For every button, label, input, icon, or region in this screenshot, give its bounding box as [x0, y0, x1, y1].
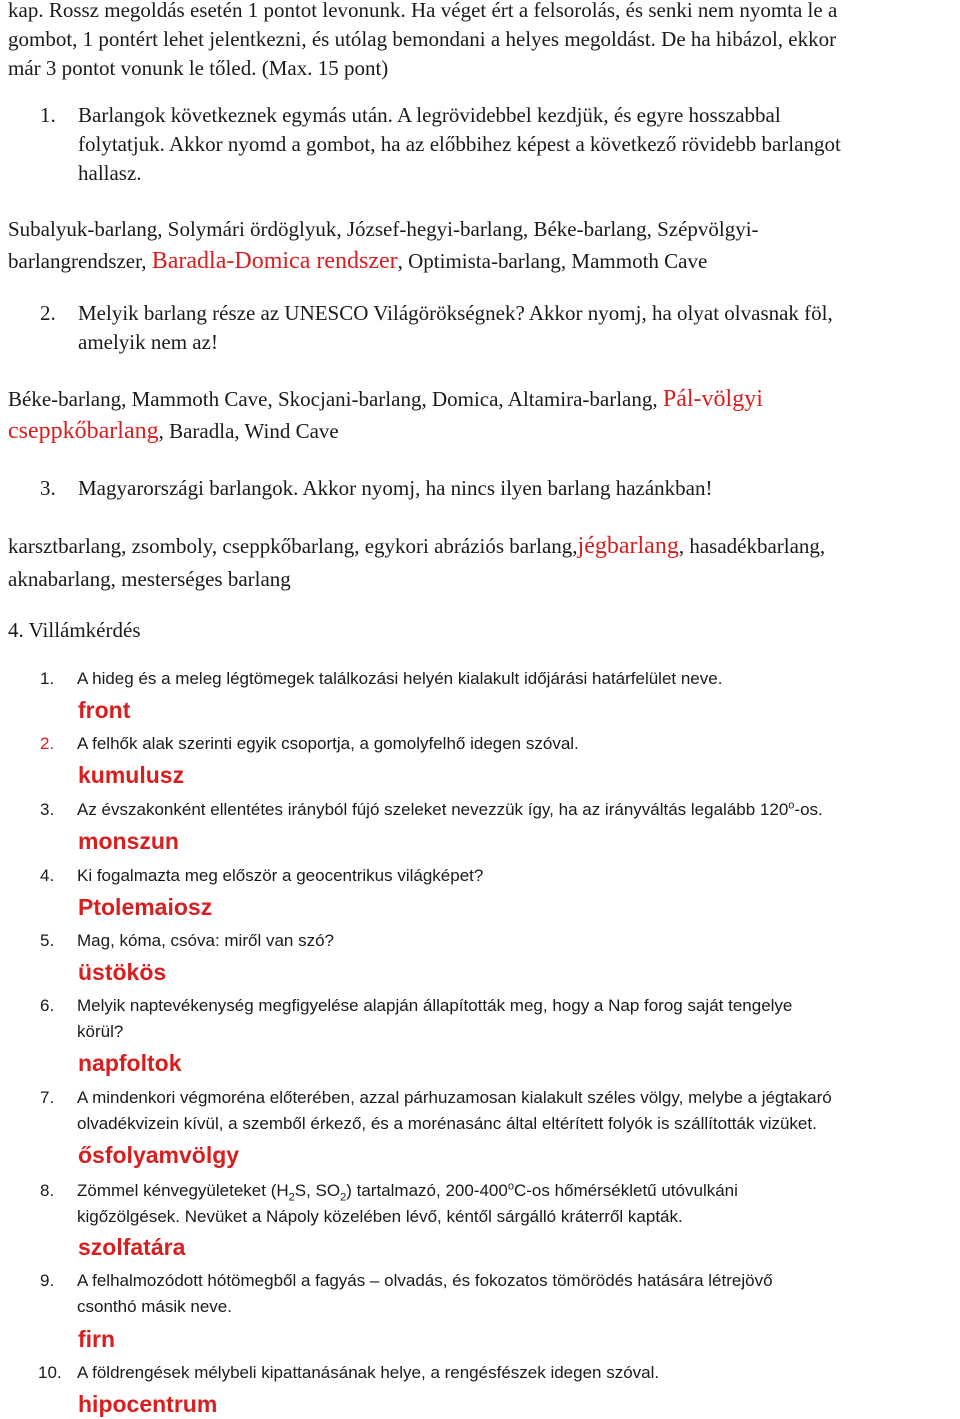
task-line: Melyik barlang része az UNESCO Világörökségnek? Akkor nyomj, ha olyat olvasnak föl,	[78, 301, 833, 325]
task-1-list	[8, 213, 953, 277]
task-4-title: 4. Villámkérdés	[8, 618, 141, 642]
question-number: 5.	[40, 931, 55, 950]
task-line: hallasz.	[78, 161, 142, 185]
question-number: 8.	[40, 1181, 55, 1200]
question-answer: szolfatára	[78, 1234, 186, 1260]
question-text: körül?	[77, 1022, 124, 1041]
question-text: A földrengések mélybeli kipattanásának helye, a rengésfészek idegen szóval.	[77, 1363, 660, 1382]
question-number: 3.	[40, 800, 55, 819]
list-line: Subalyuk-barlang, Solymári ördöglyuk, József-hegyi-barlang, Béke-barlang, Szépvölgyi-	[8, 217, 759, 241]
question-text: Zömmel kénvegyületeket (H	[77, 1181, 289, 1200]
task-line: Barlangok következnek egymás után. A legrövidebbel kezdjük, és egyre hosszabbal	[78, 103, 781, 127]
question-answer: ősfolyamvölgy	[78, 1142, 240, 1168]
list-text: karsztbarlang, zsomboly, cseppkőbarlang, egykori abráziós barlang,	[8, 534, 578, 558]
question-text: csonthó másik neve.	[77, 1297, 232, 1316]
question-number: 1.	[40, 669, 55, 688]
correct-answer: Pál-völgyi	[662, 386, 763, 412]
question-number: 9.	[40, 1271, 55, 1290]
list-text: Béke-barlang, Mammoth Cave, Skocjani-barlang, Domica, Altamira-barlang,	[8, 387, 663, 411]
question-text: C-os hőmérsékletű utóvulkáni	[513, 1181, 738, 1200]
question-text: Ki fogalmazta meg először a geocentrikus világképet?	[77, 866, 484, 885]
correct-answer: Baradla-Domica rendszer	[151, 248, 398, 274]
list-text: , Baradla, Wind Cave	[158, 419, 339, 443]
question-answer: kumulusz	[78, 762, 185, 788]
question-number: 10.	[38, 1363, 62, 1382]
intro-line: gombot, 1 pontért lehet jelentkezni, és utólag bemondani a helyes megoldást. De ha hibázol, ekkor	[8, 27, 837, 51]
question-text: A felhalmozódott hótömegből a fagyás – olvadás, és fokozatos tömörödés hatására létrejövő	[77, 1271, 773, 1290]
question-answer: üstökös	[78, 959, 167, 985]
question-text: Melyik naptevékenység megfigyelése alapján állapították meg, hogy a Nap forog saját tengelye	[77, 996, 793, 1015]
task-3-list	[8, 530, 953, 596]
question-text: ) tartalmazó, 200-400	[346, 1181, 508, 1200]
question-answer: Ptolemaiosz	[78, 894, 213, 920]
question-answer: firn	[78, 1326, 116, 1352]
question-text: A felhők alak szerinti egyik csoportja, a gomolyfelhő idegen szóval.	[77, 734, 579, 753]
question-text: S, SO	[294, 1181, 341, 1200]
question-text: Az évszakonként ellentétes irányból fújó szeleket nevezzük így, ha az irányváltás legalább 120	[77, 800, 789, 819]
task-2-list	[8, 383, 953, 447]
task-number: 1.	[40, 103, 56, 127]
subscript: 2	[288, 1191, 295, 1204]
question-text: Mag, kóma, csóva: miről van szó?	[77, 931, 334, 950]
question-number: 4.	[40, 866, 55, 885]
question-text: olvadékvizein kívül, a szemből érkező, és a morénasánc által eltérített folyók is szállították vizüket.	[77, 1114, 817, 1133]
list-text: barlangrendszer,	[8, 249, 152, 273]
task-number: 3.	[40, 476, 56, 500]
question-answer: hipocentrum	[78, 1391, 218, 1417]
task-line: folytatjuk. Akkor nyomd a gombot, ha az előbbihez képest a következő rövidebb barlangot	[78, 132, 841, 156]
question-answer: monszun	[78, 828, 179, 854]
list-text: , Optimista-barlang, Mammoth Cave	[397, 249, 708, 273]
intro-line: már 3 pontot vonunk le tőled. (Max. 15 pont)	[8, 56, 389, 80]
question-text: A hideg és a meleg légtömegek találkozási helyén kialakult időjárási határfelület neve.	[77, 669, 723, 688]
list-text: , hasadékbarlang,	[678, 534, 826, 558]
intro-line: kap. Rossz megoldás esetén 1 pontot levonunk. Ha véget ért a felsorolás, és senki nem nyomta le a	[8, 0, 838, 22]
degree-sign: o	[507, 1180, 514, 1193]
task-number: 2.	[40, 301, 56, 325]
degree-sign: o	[788, 799, 795, 812]
correct-answer: jégbarlang	[577, 533, 679, 559]
question-text: kigőzölgések. Nevüket a Nápoly közelében lévő, kéntől sárgálló kráterről kapták.	[77, 1207, 683, 1226]
question-number: 2.	[40, 734, 55, 753]
intro-paragraph	[8, 0, 953, 83]
task-line: amelyik nem az!	[78, 330, 218, 354]
question-number: 6.	[40, 996, 55, 1015]
question-text: -os.	[794, 800, 823, 819]
subscript: 2	[340, 1191, 347, 1204]
question-answer: napfoltok	[78, 1050, 182, 1076]
correct-answer: cseppkőbarlang	[8, 418, 159, 444]
list-line: aknabarlang, mesterséges barlang	[8, 567, 291, 591]
task-line: Magyarországi barlangok. Akkor nyomj, ha nincs ilyen barlang hazánkban!	[78, 476, 713, 500]
question-answer: front	[78, 697, 131, 723]
question-text: A mindenkori végmoréna előterében, azzal párhuzamosan kialakult széles völgy, melybe a jégtakaró	[77, 1088, 832, 1107]
question-number: 7.	[40, 1088, 55, 1107]
